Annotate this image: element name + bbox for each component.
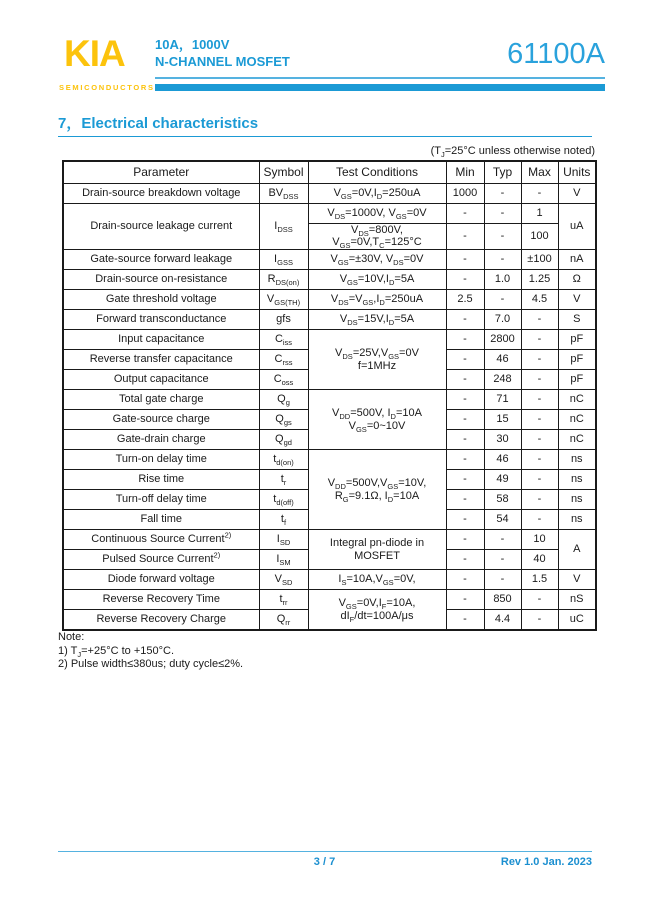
min-cell: - <box>446 390 484 410</box>
column-header-max: Max <box>521 161 558 183</box>
product-rating: 10A，1000V <box>155 37 230 52</box>
typ-cell: - <box>484 223 521 250</box>
table-row <box>63 310 596 330</box>
typ-cell: - <box>484 530 521 550</box>
units-cell: pF <box>558 330 596 350</box>
min-cell: - <box>446 610 484 630</box>
logo-subtext: SEMICONDUCTORS <box>59 83 155 92</box>
max-cell: 1 <box>521 203 558 223</box>
cond-cell: $V_{GS}=\pm 30V$, $V_{DS}=0V$ <box>308 250 446 270</box>
table-row <box>63 203 596 223</box>
symbol-cell: $I_{SM}$ <box>259 550 308 570</box>
typ-cell: 850 <box>484 590 521 610</box>
column-header-parameter: Parameter <box>63 161 259 183</box>
cond-cell: $V_{GS}=10V,I_D=5A$ <box>308 270 446 290</box>
cond-cell: $V_{GS}=0V,I_F=10A$, $dI_F/dt=100A/\mu s$ <box>308 590 446 630</box>
min-cell: - <box>446 590 484 610</box>
table-row <box>63 390 596 410</box>
cond-cell: $V_{DS}=V_{GS},I_D=250uA$ <box>308 290 446 310</box>
symbol-cell: $Q_g$ <box>259 390 308 410</box>
units-cell: nC <box>558 390 596 410</box>
symbol-cell: $t_{d(off)}$ <box>259 490 308 510</box>
param-cell: Gate threshold voltage <box>63 290 259 310</box>
min-cell: - <box>446 203 484 223</box>
table-row <box>63 590 596 610</box>
typ-cell: 7.0 <box>484 310 521 330</box>
column-header-units: Units <box>558 161 596 183</box>
cond-cell: $V_{DD}=500V,V_{GS}=10V$, $R_G=9.1\Omega$, $I_D=10A$ <box>308 450 446 530</box>
header-rule-thin <box>155 77 605 79</box>
product-type: N-CHANNEL MOSFET <box>155 54 290 69</box>
cond-cell: $V_{DS}=15V,I_D=5A$ <box>308 310 446 330</box>
param-cell: Pulsed Source Current$^{2)}$ <box>63 550 259 570</box>
symbol-cell: $C_{oss}$ <box>259 370 308 390</box>
min-cell: - <box>446 350 484 370</box>
table-row <box>63 450 596 470</box>
typ-cell: - <box>484 550 521 570</box>
param-cell: Forward transconductance <box>63 310 259 330</box>
note-item: 1) $T_J=+25^\circ C$ to +150°C. <box>58 644 174 659</box>
typ-cell: 4.4 <box>484 610 521 630</box>
typ-cell: 58 <box>484 490 521 510</box>
max-cell: - <box>521 510 558 530</box>
header-rule-thick <box>155 84 605 91</box>
cond-cell: $V_{DS}=1000V$, $V_{GS}=0V$ <box>308 203 446 223</box>
max-cell: - <box>521 330 558 350</box>
units-cell: nC <box>558 430 596 450</box>
param-cell: Reverse Recovery Time <box>63 590 259 610</box>
section-title-underline <box>58 136 592 137</box>
symbol-cell: $V_{SD}$ <box>259 570 308 590</box>
units-cell: pF <box>558 370 596 390</box>
symbol-cell: $t_{d(on)}$ <box>259 450 308 470</box>
symbol-cell: $BV_{DSS}$ <box>259 183 308 203</box>
cond-cell: $V_{DS}=25V,V_{GS}=0V$ f=1MHz <box>308 330 446 390</box>
typ-cell: - <box>484 290 521 310</box>
typ-cell: 30 <box>484 430 521 450</box>
cond-cell: $V_{DS}=800V$, $V_{GS}=0V,T_C=125^\circ C$ <box>308 223 446 250</box>
max-cell: - <box>521 470 558 490</box>
table-row <box>63 530 596 550</box>
notes-title: Note: <box>58 631 85 643</box>
param-cell: Turn-on delay time <box>63 450 259 470</box>
kia-logo: KIA <box>64 33 125 74</box>
typ-cell: - <box>484 570 521 590</box>
min-cell: - <box>446 430 484 450</box>
units-cell: S <box>558 310 596 330</box>
max-cell: - <box>521 490 558 510</box>
max-cell: - <box>521 410 558 430</box>
min-cell: - <box>446 410 484 430</box>
symbol-cell: $V_{GS(TH)}$ <box>259 290 308 310</box>
min-cell: 1000 <box>446 183 484 203</box>
min-cell: - <box>446 370 484 390</box>
param-cell: Gate-source forward leakage <box>63 250 259 270</box>
min-cell: - <box>446 223 484 250</box>
cond-cell: $I_S=10A,V_{GS}=0V$, <box>308 570 446 590</box>
units-cell: nA <box>558 250 596 270</box>
param-cell: Drain-source breakdown voltage <box>63 183 259 203</box>
units-cell: ns <box>558 510 596 530</box>
param-cell: Reverse transfer capacitance <box>63 350 259 370</box>
max-cell: - <box>521 450 558 470</box>
min-cell: 2.5 <box>446 290 484 310</box>
min-cell: - <box>446 470 484 490</box>
max-cell: 1.25 <box>521 270 558 290</box>
units-cell: nC <box>558 410 596 430</box>
symbol-cell: $t_r$ <box>259 470 308 490</box>
max-cell: - <box>521 390 558 410</box>
units-cell: uC <box>558 610 596 630</box>
max-cell: 4.5 <box>521 290 558 310</box>
typ-cell: 248 <box>484 370 521 390</box>
table-row <box>63 290 596 310</box>
min-cell: - <box>446 570 484 590</box>
symbol-cell: $Q_{rr}$ <box>259 610 308 630</box>
units-cell: V <box>558 290 596 310</box>
units-cell: V <box>558 570 596 590</box>
table-header-row <box>63 161 596 183</box>
symbol-cell: $I_{GSS}$ <box>259 250 308 270</box>
min-cell: - <box>446 510 484 530</box>
param-cell: Diode forward voltage <box>63 570 259 590</box>
max-cell: - <box>521 310 558 330</box>
typ-cell: - <box>484 250 521 270</box>
symbol-cell: $C_{rss}$ <box>259 350 308 370</box>
units-cell: ns <box>558 490 596 510</box>
column-header-symbol: Symbol <box>259 161 308 183</box>
min-cell: - <box>446 330 484 350</box>
notes-block <box>58 631 243 672</box>
units-cell: nS <box>558 590 596 610</box>
max-cell: 10 <box>521 530 558 550</box>
symbol-cell: $I_{SD}$ <box>259 530 308 550</box>
min-cell: - <box>446 490 484 510</box>
typ-cell: 15 <box>484 410 521 430</box>
units-cell: A <box>558 530 596 570</box>
max-cell: 40 <box>521 550 558 570</box>
cond-cell: $V_{DD}=500V$, $I_D=10A$ $V_{GS}=0\sim 10V$ <box>308 390 446 450</box>
table-row <box>63 183 596 203</box>
typ-cell: 46 <box>484 450 521 470</box>
table-row <box>63 330 596 350</box>
typ-cell: 46 <box>484 350 521 370</box>
param-cell: Continuous Source Current$^{2)}$ <box>63 530 259 550</box>
typ-cell: - <box>484 203 521 223</box>
column-header-typ: Typ <box>484 161 521 183</box>
typ-cell: 1.0 <box>484 270 521 290</box>
max-cell: - <box>521 590 558 610</box>
note-item: 2) Pulse width≤380us; duty cycle≤2%. <box>58 658 244 670</box>
symbol-cell: $t_f$ <box>259 510 308 530</box>
revision-label: Rev 1.0 Jan. 2023 <box>500 856 592 868</box>
table-row <box>63 250 596 270</box>
max-cell: - <box>521 610 558 630</box>
cond-cell: Integral pn-diode in MOSFET <box>308 530 446 570</box>
column-header-min: Min <box>446 161 484 183</box>
param-cell: Turn-off delay time <box>63 490 259 510</box>
max-cell: ±100 <box>521 250 558 270</box>
symbol-cell: $C_{iss}$ <box>259 330 308 350</box>
max-cell: 100 <box>521 223 558 250</box>
page-number: 3 / 7 <box>313 856 336 868</box>
part-number: 61100A <box>507 38 605 70</box>
param-cell: Input capacitance <box>63 330 259 350</box>
typ-cell: 54 <box>484 510 521 530</box>
min-cell: - <box>446 250 484 270</box>
table-condition-note: ($T_J=25^\circ C$ unless otherwise noted) <box>430 145 595 160</box>
units-cell: V <box>558 183 596 203</box>
section-title: 7，Electrical characteristics <box>58 115 259 132</box>
param-cell: Gate-drain charge <box>63 430 259 450</box>
table-row <box>63 270 596 290</box>
footer-rule <box>58 851 592 852</box>
min-cell: - <box>446 550 484 570</box>
param-cell: Gate-source charge <box>63 410 259 430</box>
units-cell: pF <box>558 350 596 370</box>
param-cell: Reverse Recovery Charge <box>63 610 259 630</box>
units-cell: ns <box>558 470 596 490</box>
min-cell: - <box>446 530 484 550</box>
symbol-cell: $I_{DSS}$ <box>259 203 308 250</box>
min-cell: - <box>446 450 484 470</box>
symbol-cell: gfs <box>259 310 308 330</box>
symbol-cell: $t_{rr}$ <box>259 590 308 610</box>
param-cell: Total gate charge <box>63 390 259 410</box>
max-cell: - <box>521 350 558 370</box>
product-summary <box>155 36 290 70</box>
param-cell: Drain-source on-resistance <box>63 270 259 290</box>
min-cell: - <box>446 270 484 290</box>
symbol-cell: $Q_{gs}$ <box>259 410 308 430</box>
symbol-cell: $R_{DS(on)}$ <box>259 270 308 290</box>
symbol-cell: $Q_{gd}$ <box>259 430 308 450</box>
typ-cell: 49 <box>484 470 521 490</box>
column-header-test-conditions: Test Conditions <box>308 161 446 183</box>
param-cell: Output capacitance <box>63 370 259 390</box>
max-cell: 1.5 <box>521 570 558 590</box>
cond-cell: $V_{GS}=0V,I_D=250uA$ <box>308 183 446 203</box>
typ-cell: - <box>484 183 521 203</box>
typ-cell: 2800 <box>484 330 521 350</box>
typ-cell: 71 <box>484 390 521 410</box>
max-cell: - <box>521 430 558 450</box>
min-cell: - <box>446 310 484 330</box>
max-cell: - <box>521 370 558 390</box>
table-row <box>63 570 596 590</box>
units-cell: Ω <box>558 270 596 290</box>
units-cell: uA <box>558 203 596 250</box>
param-cell: Rise time <box>63 470 259 490</box>
units-cell: ns <box>558 450 596 470</box>
max-cell: - <box>521 183 558 203</box>
electrical-characteristics-table <box>62 160 597 631</box>
param-cell: Drain-source leakage current <box>63 203 259 250</box>
param-cell: Fall time <box>63 510 259 530</box>
